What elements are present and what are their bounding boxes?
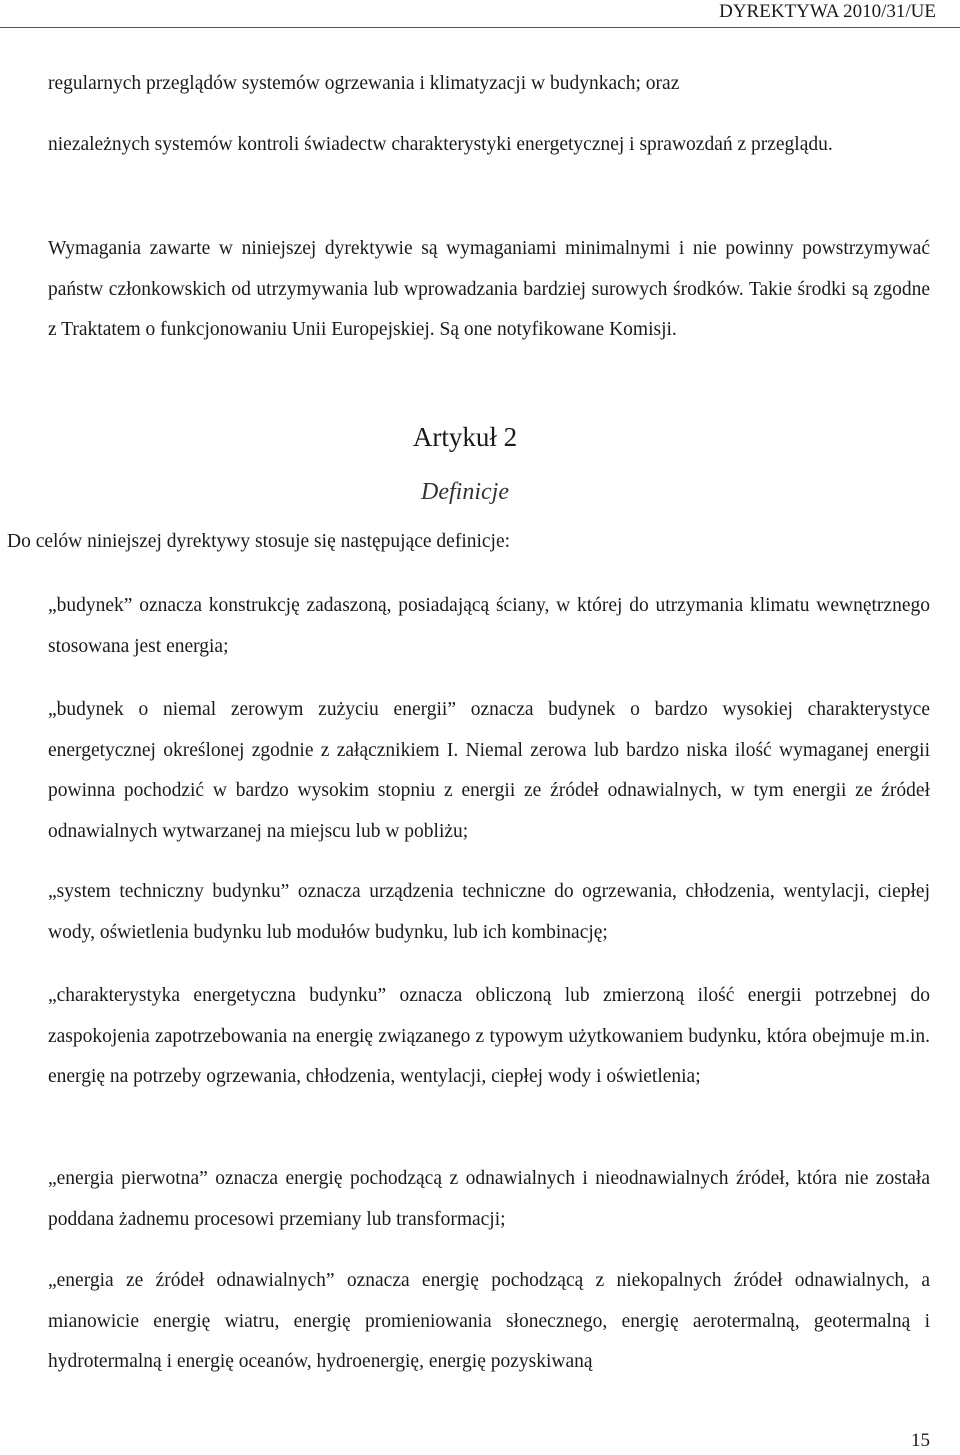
list-item-number <box>7 64 48 105</box>
definition-number <box>7 586 48 627</box>
definition-text: „energia ze źródeł odnawialnych” oznacza energię pochodzącą z niekopalnych źródeł odnawialnych, a mianowicie energię wiatru, energię promieniowania słonecznego, energię aerotermalną, geotermalną i hydrotermalną i energię oceanów, hydroenergię, energię pozyskiwaną <box>48 1270 930 1372</box>
definition-text: „budynek” oznacza konstrukcję zadaszoną, posiadającą ściany, w której do utrzymania klimatu wewnętrznego stosowana jest energia; <box>48 595 930 657</box>
list-item-f <box>7 64 930 105</box>
definition-number <box>7 1261 48 1302</box>
definition-1 <box>7 586 930 667</box>
list-item-text: regularnych przeglądów systemów ogrzewania i klimatyzacji w budynkach; oraz <box>48 73 680 94</box>
definition-5 <box>7 1159 930 1240</box>
definition-6 <box>7 1261 930 1383</box>
list-item-text: Wymagania zawarte w niniejszej dyrektywie są wymaganiami minimalnymi i nie powinny powstrzymywać państw członkowskich od utrzymywania lub wprowadzania bardziej surowych środków. Takie środki są zgodne z Traktatem o funkcjonowaniu Unii Europejskiej. Są one notyfikowane Komisji. <box>48 238 930 340</box>
definition-text: „budynek o niemal zerowym zużyciu energii” oznacza budynek o bardzo wysokiej charakterystyce energetycznej określonej zgodnie z załącznikiem I. Niemal zerowa lub bardzo niska ilość wymaganej energii powinna pochodzić w bardzo wysokim stopniu z energii ze źródeł odnawialnych, w tym energii ze źródeł odnawialnych wytwarzanej na miejscu lub w pobliżu; <box>48 699 930 842</box>
definitions-intro: Do celów niniejszej dyrektywy stosuje się następujące definicje: <box>7 531 511 552</box>
definition-4 <box>7 976 930 1098</box>
article-title: Artykuł 2 <box>412 422 518 452</box>
article-subtitle: Definicje <box>421 479 509 505</box>
definition-number <box>7 690 48 731</box>
definition-2 <box>7 690 930 852</box>
list-item-3 <box>7 229 930 351</box>
definition-number <box>7 872 48 913</box>
list-item-text: niezależnych systemów kontroli świadectw charakterystyki energetycznej i sprawozdań z przeglądu. <box>48 134 833 155</box>
page-number: 15 <box>911 1430 930 1451</box>
list-item-g <box>7 125 930 166</box>
definition-text: „system techniczny budynku” oznacza urządzenia techniczne do ogrzewania, chłodzenia, wentylacji, ciepłej wody, oświetlenia budynku lub modułów budynku, lub ich kombinację; <box>48 881 930 943</box>
list-item-number <box>7 229 48 270</box>
definition-text: „charakterystyka energetyczna budynku” oznacza obliczoną lub zmierzoną ilość energii potrzebnej do zaspokojenia zapotrzebowania na energię związanego z typowym użytkowaniem budynku, która obejmuje m.in. energię na potrzeby ogrzewania, chłodzenia, wentylacji, ciepłej wody i oświetlenia; <box>48 985 930 1087</box>
definition-text: „energia pierwotna” oznacza energię pochodzącą z odnawialnych i nieodnawialnych źródeł, która nie została poddana żadnemu procesowi przemiany lub transformacji; <box>48 1168 930 1230</box>
running-header: DYREKTYWA 2010/31/UE <box>719 1 936 22</box>
definition-number <box>7 976 48 1017</box>
definition-3 <box>7 872 930 953</box>
list-item-number <box>7 125 48 166</box>
definition-number <box>7 1159 48 1200</box>
header-rule <box>0 27 960 28</box>
